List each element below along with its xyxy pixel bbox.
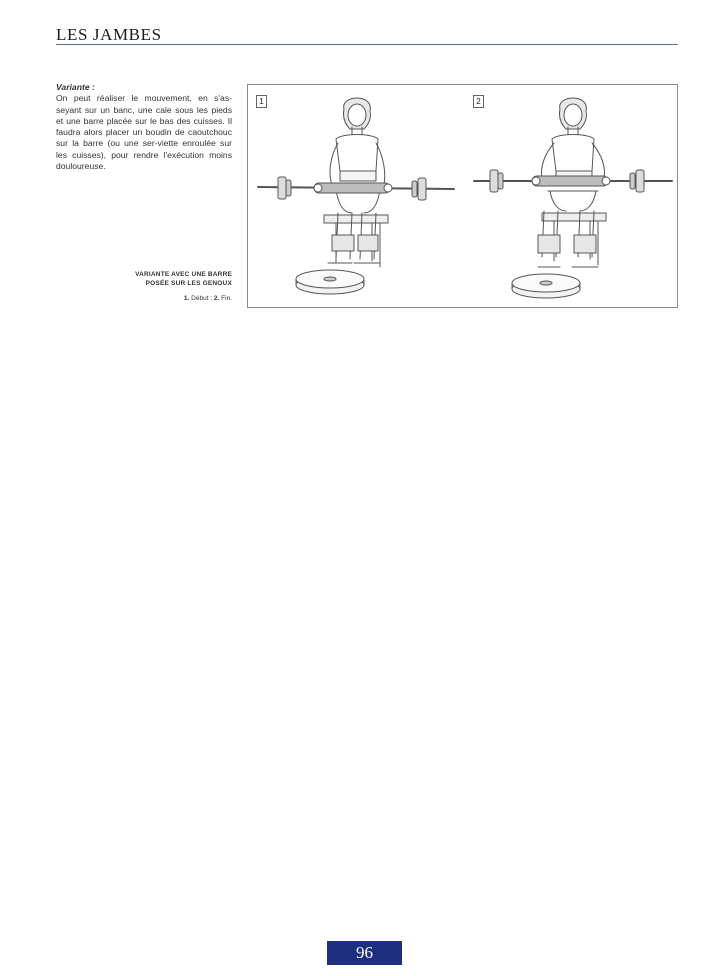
panel-number-1: 1 xyxy=(256,95,267,108)
variant-heading: Variante : xyxy=(56,82,95,92)
page-number: 96 xyxy=(327,941,402,965)
caption-legend xyxy=(100,294,232,303)
caption-text-2: Fin. xyxy=(219,295,232,302)
exercise-illustration xyxy=(248,85,677,307)
caption-num-2: 2. xyxy=(213,295,220,302)
caption-text-1: Début ; xyxy=(189,295,214,302)
caption-line-1: VARIANTE AVEC UNE BARRE xyxy=(135,271,232,278)
caption-num-1: 1. xyxy=(183,295,190,302)
panel-number-2: 2 xyxy=(473,95,484,108)
exercise-figure xyxy=(247,84,678,308)
illustration-panel-1 xyxy=(258,98,454,294)
caption-line-2: POSÉE SUR LES GENOUX xyxy=(145,280,232,287)
variant-text-block xyxy=(56,82,232,172)
variant-body: On peut réaliser le mouvement, en s'as-seyant sur un banc, une cale sous les pieds et une barre placée sur le bas des cuisses. Il faudra alors placer un boudin de caoutchouc sur la barre (ou une ser-viette enroulée sur les cuisses), pour rendre l'exécution moins douloureuse. xyxy=(56,93,232,172)
chapter-title: LES JAMBES xyxy=(56,25,162,44)
header-rule xyxy=(56,44,678,45)
figure-caption xyxy=(100,270,232,303)
illustration-panel-2 xyxy=(474,98,672,298)
